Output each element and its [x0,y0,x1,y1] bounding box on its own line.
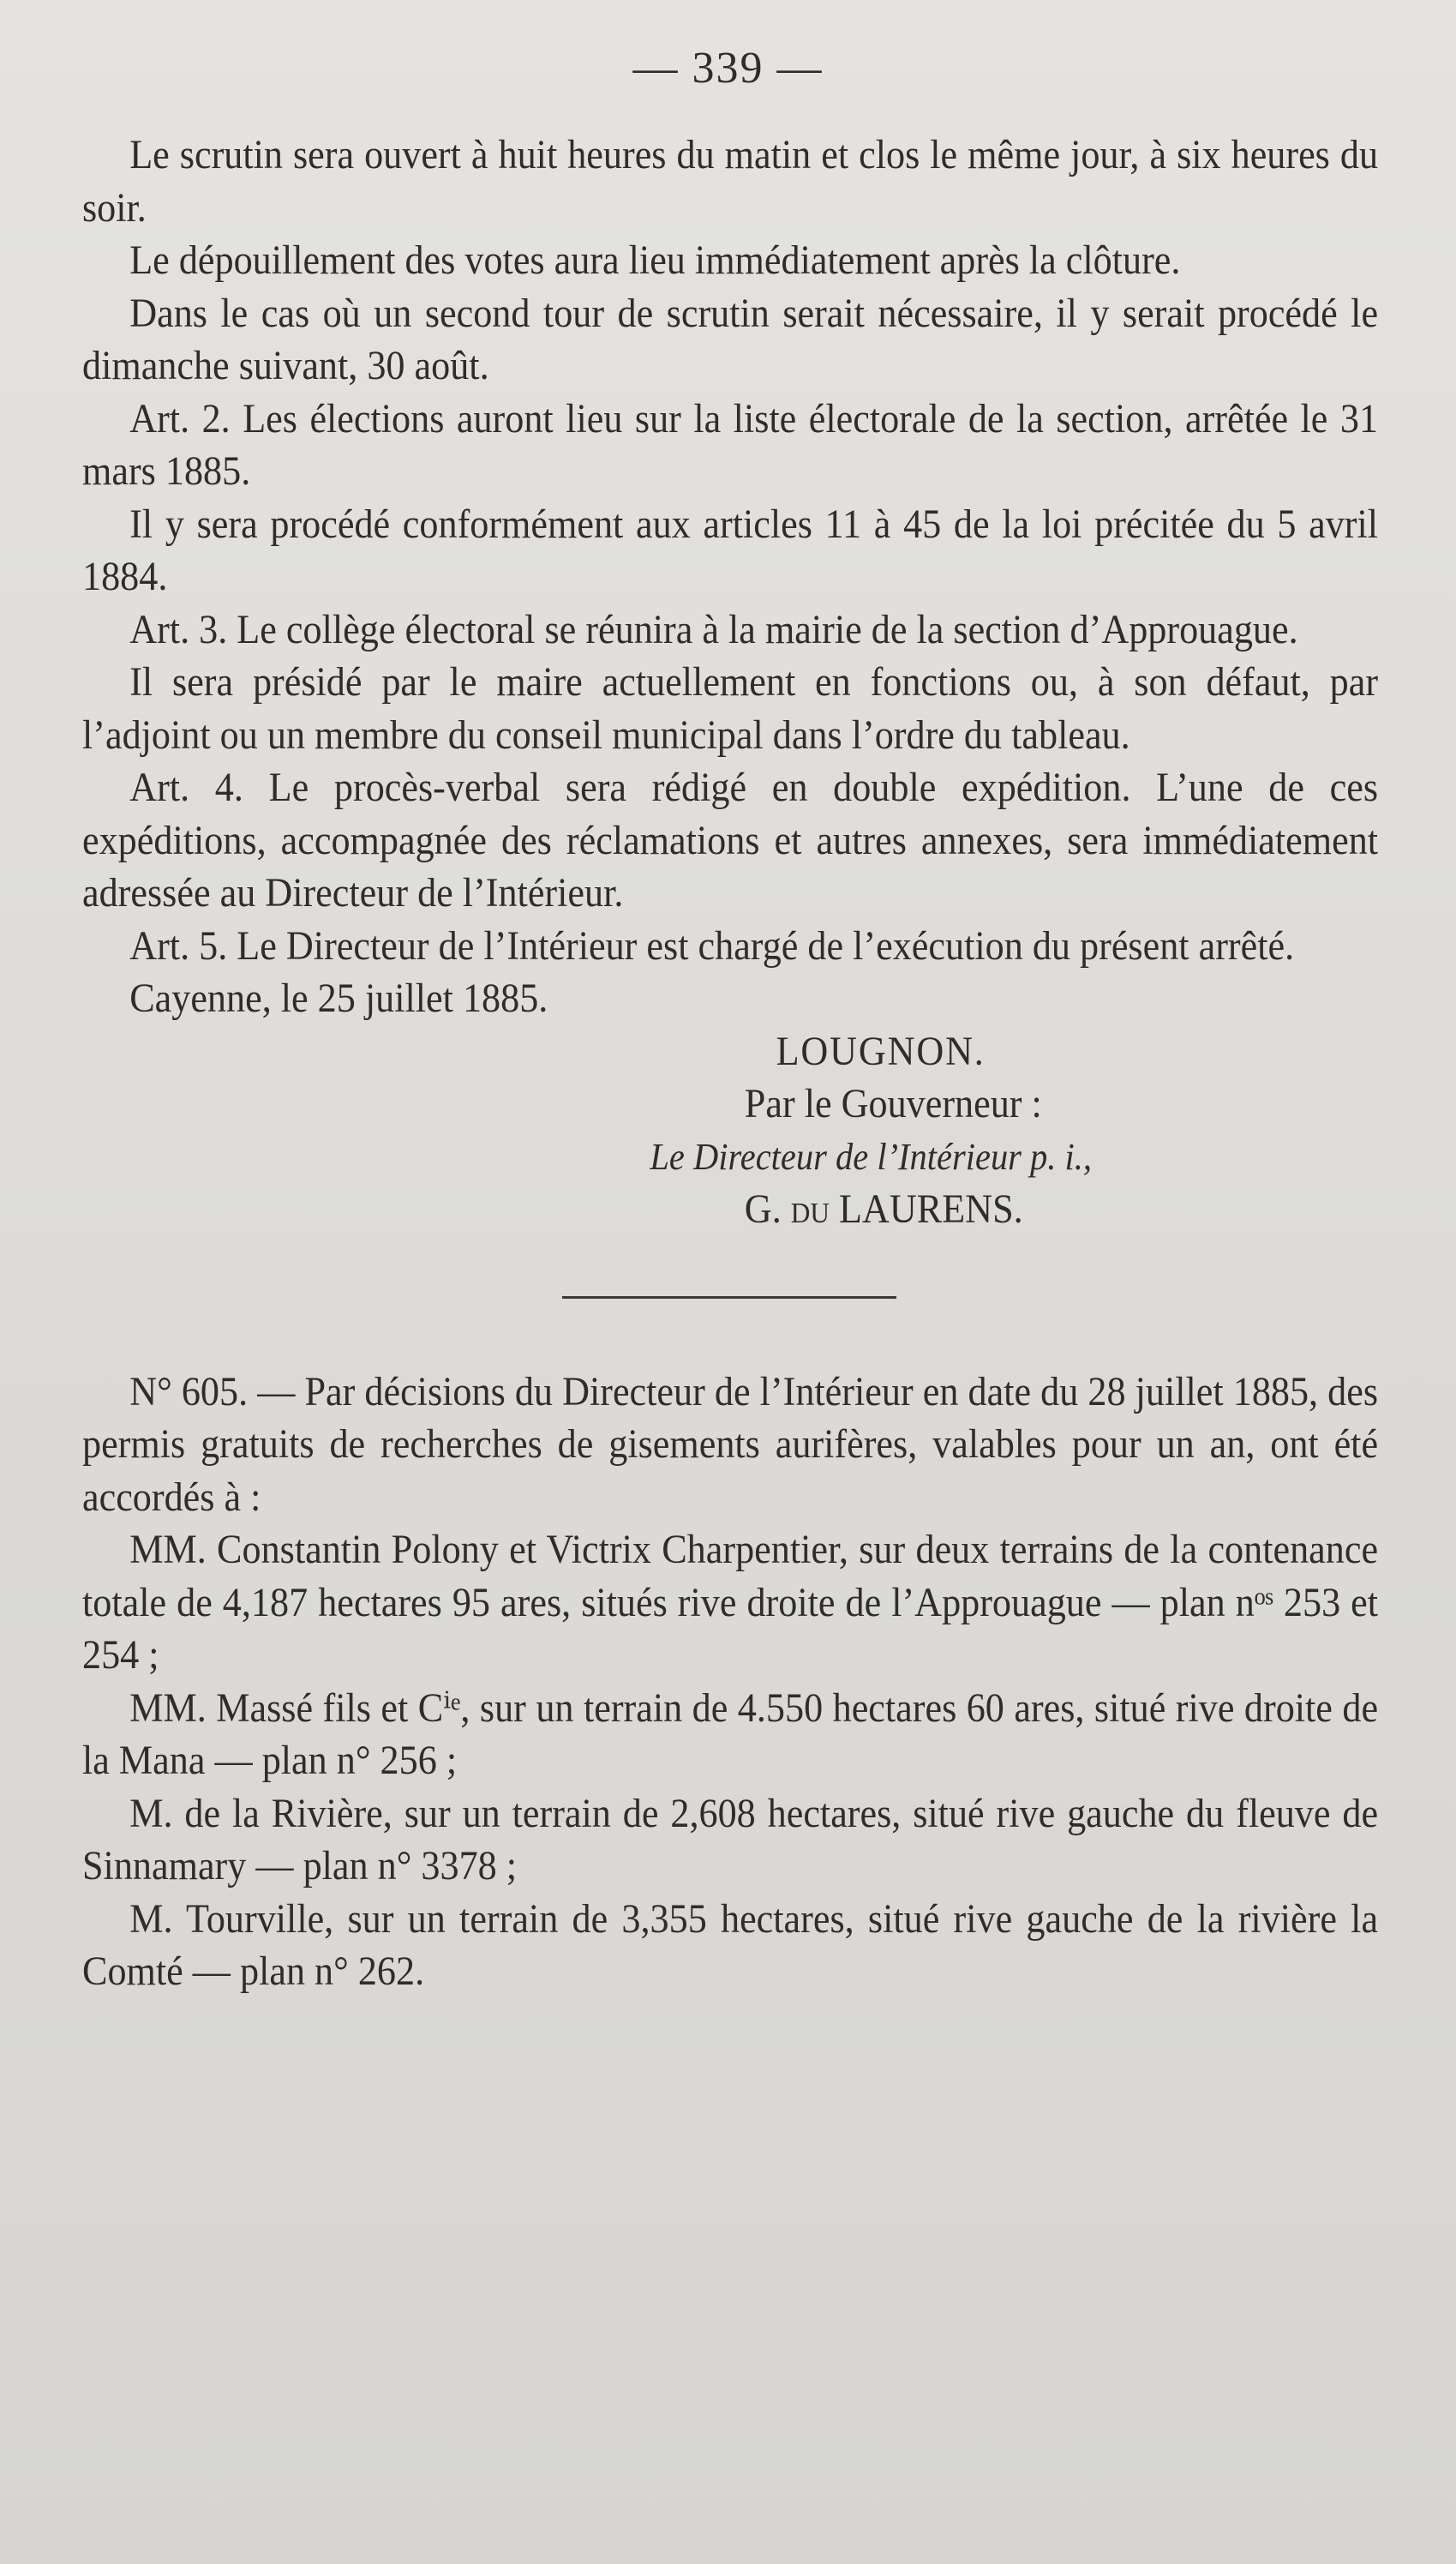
paragraph: Dans le cas où un second tour de scrutin serait nécessaire, il y serait procédé le dimanche suivant, 30 août. [82,290,1379,388]
article-2: Art. 2. Les élections auront lieu sur la liste électorale de la section, arrêtée le 31 mars 1885. [82,395,1379,494]
paragraph: Il y sera procédé conformément aux articles 11 à 45 de la loi précitée du 5 avril 1884. [82,501,1379,599]
paragraph: Le scrutin sera ouvert à huit heures du matin et clos le même jour, à six heures du soir. [82,132,1379,231]
paragraph: Le dépouillement des votes aura lieu immédiatement après la clôture. [129,237,1181,283]
body-text [82,129,1378,1998]
article-5: Art. 5. Le Directeur de l’Intérieur est chargé de l’exécution du présent arrêté. [129,922,1295,969]
paragraph: Il sera présidé par le maire actuellement en fonctions ou, à son défaut, par l’adjoint ou un membre du conseil municipal dans l’ordre du tableau. [82,659,1379,758]
permit-item: MM. Constantin Polony et Victrix Charpentier, sur deux terrains de la contenance totale de 4,187 hectares 95 ares, situés rive droite de l’Approuague — plan nᵒˢ 253 et 254 ; [82,1527,1379,1678]
article-3: Art. 3. Le collège électoral se réunira à la mairie de la section d’Approuague. [129,606,1298,652]
permit-item: MM. Massé fils et Cⁱᵉ, sur un terrain de 4.550 hectares 60 ares, situé rive droite de la Mana — plan n° 256 ; [82,1684,1379,1783]
date-line: Cayenne, le 25 juillet 1885. [129,976,548,1021]
permit-item: M. de la Rivière, sur un terrain de 2,608 hectares, situé rive gauche du fleuve de Sinnamary — plan n° 3378 ; [82,1790,1379,1888]
article-4: Art. 4. Le procès-verbal sera rédigé en double expédition. L’une de ces expéditions, accompagnée des réclamations et autres annexes, sera immédiatement adressée au Directeur de l’Intérieur. [82,765,1379,916]
section-divider [562,1296,896,1299]
signatory-name: G. du LAURENS. [744,1186,1023,1232]
permit-item: M. Tourville, sur un terrain de 3,355 hectares, situé rive gauche de la rivière la Comté — plan n° 262. [82,1895,1379,1994]
signature-title: Le Directeur de l’Intérieur p. i., [650,1135,1093,1178]
signature-name: LOUGNON. [776,1028,986,1074]
page-number: — 339 — [632,44,824,93]
decision-intro: N° 605. — Par décisions du Directeur de l’Intérieur en date du 28 juillet 1885, des permis gratuits de recherches de gisements aurifères, valables pour un an, ont été accordés à : [82,1368,1379,1520]
signature-by-line: Par le Gouverneur : [744,1081,1042,1126]
